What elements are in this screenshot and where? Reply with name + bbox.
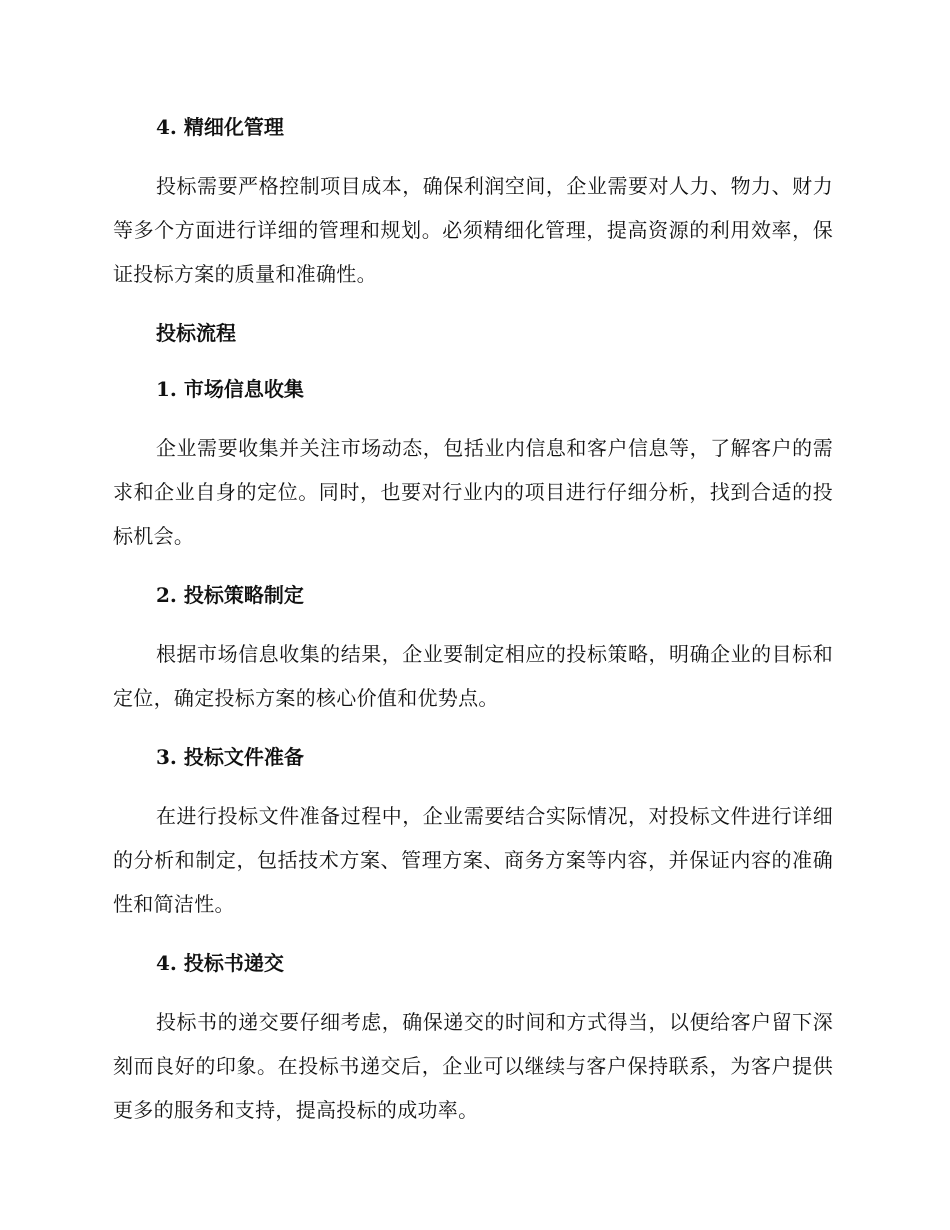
section-heading-refined-management: 4. 精细化管理: [156, 115, 284, 139]
paragraph-bid-documents: 在进行投标文件准备过程中，企业需要结合实际情况，对投标文件进行详细的分析和制定，包括技术方案、管理方案、商务方案等内容，并保证内容的准确性和简洁性。: [113, 804, 833, 916]
section-heading-bidding-process: 投标流程: [156, 321, 236, 345]
paragraph-bid-submission: 投标书的递交要仔细考虑，确保递交的时间和方式得当，以便给客户留下深刻而良好的印象。在投标书递交后，企业可以继续与客户保持联系，为客户提供更多的服务和支持，提高投标的成功率。: [113, 1010, 833, 1122]
paragraph-refined-management: 投标需要严格控制项目成本，确保利润空间，企业需要对人力、物力、财力等多个方面进行详细的管理和规划。必须精细化管理，提高资源的利用效率，保证投标方案的质量和准确性。: [113, 174, 833, 286]
paragraph-market-info: 企业需要收集并关注市场动态，包括业内信息和客户信息等，了解客户的需求和企业自身的定位。同时，也要对行业内的项目进行仔细分析，找到合适的投标机会。: [113, 436, 833, 548]
document-body: [113, 108, 833, 1150]
section-heading-market-info: 1. 市场信息收集: [156, 377, 304, 401]
section-heading-bid-submission: 4. 投标书递交: [156, 951, 284, 975]
section-heading-bid-strategy: 2. 投标策略制定: [156, 583, 304, 607]
section-heading-bid-documents: 3. 投标文件准备: [156, 745, 304, 769]
paragraph-bid-strategy: 根据市场信息收集的结果，企业要制定相应的投标策略，明确企业的目标和定位，确定投标方案的核心价值和优势点。: [113, 642, 833, 710]
